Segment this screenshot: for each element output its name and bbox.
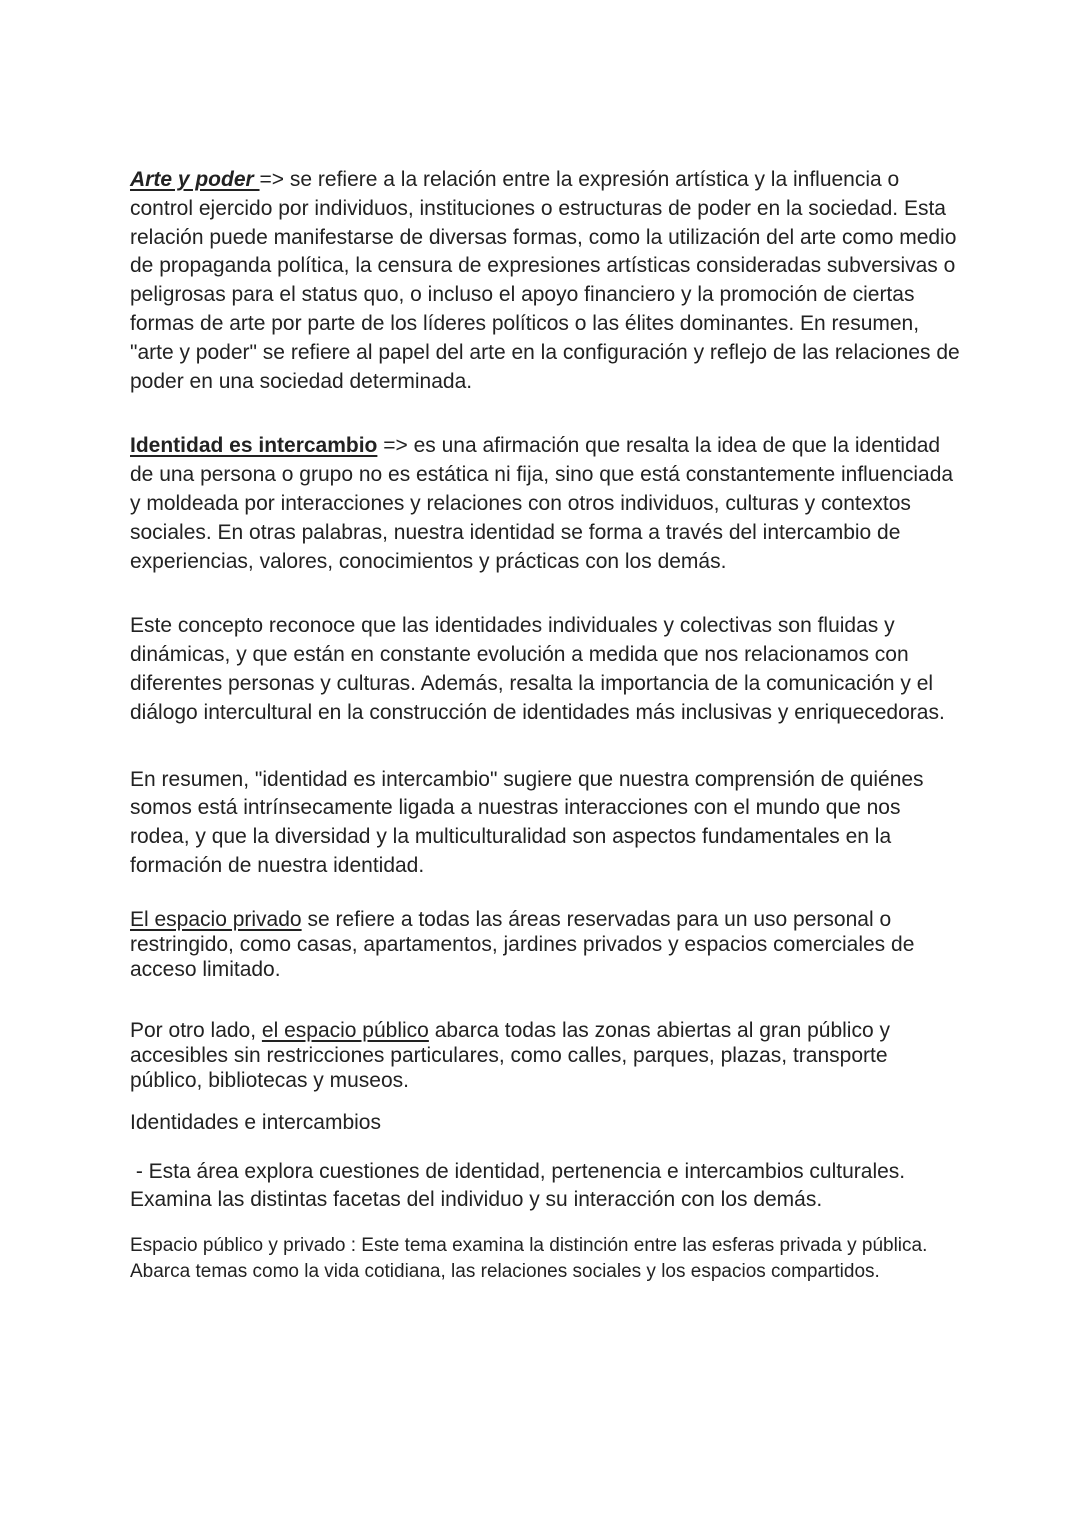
paragraph-espacio-publico-y-privado: Espacio público y privado : Este tema examina la distinción entre las esferas privada y pública. Abarca temas como la vida cotidiana, las relaciones sociales y los espacios compartidos. — [130, 1235, 928, 1283]
definition-espacio-privado: se refiere a todas las áreas reservadas para un uso personal o restringido, como casas, apartamentos, jardines privados y espacios comerciales de acceso limitado. — [130, 907, 915, 981]
paragraph-espacio-publico — [130, 1018, 960, 1093]
paragraph-identidad-es-intercambio — [130, 432, 960, 576]
definition-espacio-publico: abarca todas las zonas abiertas al gran público y accesibles sin restricciones particulares, como calles, parques, plazas, transporte público, bibliotecas y museos. — [130, 1018, 890, 1092]
paragraph-identidades-descripcion: - Esta área explora cuestiones de identidad, pertenencia e intercambios culturales. Examina las distintas facetas del individuo y su interacción con los demás. — [130, 1159, 911, 1212]
definition-identidad-es-intercambio: => es una afirmación que resalta la idea de que la identidad de una persona o grupo no es estática ni fija, sino que está constantemente influenciada y moldeada por interacciones y relaciones con otros individuos, culturas y contextos sociales. En otras palabras, nuestra identidad se forma a través del intercambio de experiencias, valores, conocimientos y prácticas con los demás. — [130, 434, 954, 573]
document-page — [130, 166, 960, 1285]
term-identidad-es-intercambio: Identidad es intercambio — [130, 434, 378, 458]
lead-espacio-publico: Por otro lado, — [130, 1018, 262, 1042]
term-arte-y-poder: Arte y poder — [130, 168, 260, 191]
paragraph-resumen: En resumen, "identidad es intercambio" sugiere que nuestra comprensión de quiénes somos está intrínsecamente ligada a nuestras interacciones con el mundo que nos rodea, y que la diversidad y la multiculturalidad son aspectos fundamentales en la formación de nuestra identidad. — [130, 767, 924, 877]
term-espacio-publico: el espacio público — [261, 1018, 429, 1042]
paragraph-concepto: Este concepto reconoce que las identidades individuales y colectivas son fluidas y dinámicas, y que están en constante evolución a medida que nos relacionamos con diferentes personas y culturas. Además, resalta la importancia de la comunicación y el diálogo intercultural en la construcción de identidades más inclusivas y enriquecedoras. — [130, 614, 945, 724]
paragraph-espacio-privado — [130, 907, 960, 982]
term-espacio-privado: El espacio privado — [130, 907, 302, 931]
definition-arte-y-poder: se refiere a la relación entre la expresión artística y la influencia o control ejercido por individuos, instituciones o estructuras de poder en la sociedad. Esta relación puede manifestarse de diversas formas, como la utilización del arte como medio de propaganda política, la censura de expresiones artísticas consideradas subversivas o peligrosas para el status quo, o incluso el apoyo financiero y la promoción de ciertas formas de arte por parte de los líderes políticos o las élites dominantes. En resumen, "arte y poder" se refiere al papel del arte en la configuración y reflejo de las relaciones de poder en una sociedad determinada. — [130, 168, 960, 393]
arrow-symbol: => — [259, 168, 285, 191]
heading-identidades-e-intercambios: Identidades e intercambios — [130, 1110, 381, 1134]
paragraph-arte-y-poder — [130, 166, 960, 396]
